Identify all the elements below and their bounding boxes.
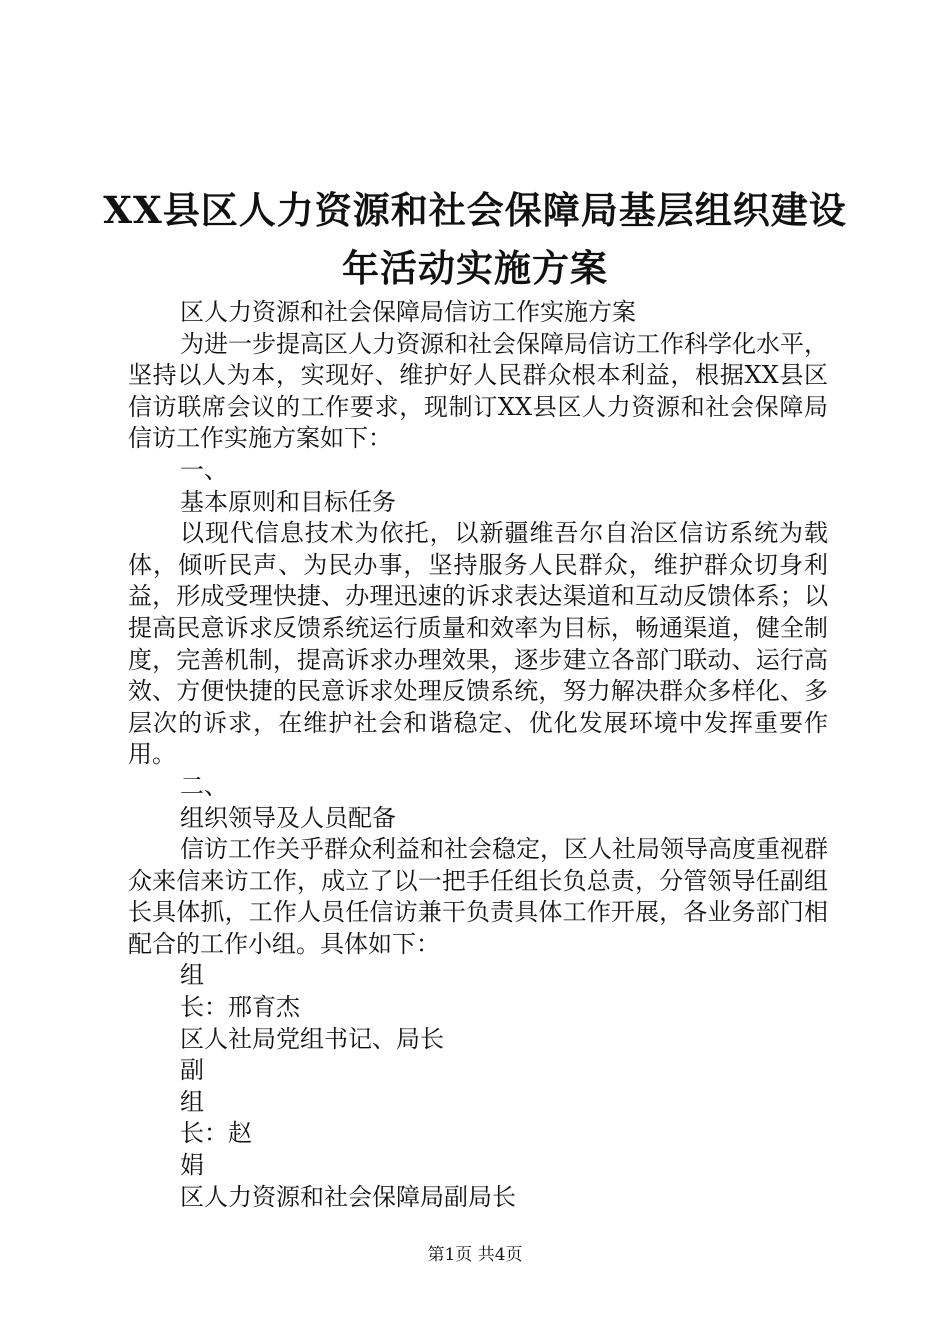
section2-heading: 组织领导及人员配备 xyxy=(180,803,396,832)
roster-line: 副 xyxy=(180,1056,204,1085)
document-body xyxy=(128,297,828,1213)
section1-number: 一、 xyxy=(180,455,228,484)
intro-paragraph: 为进一步提高区人力资源和社会保障局信访工作科学化水平，坚持以人为本，实现好、维护好人民群众根本利益，根据XX县区信访联席会议的工作要求，现制订XX县区人力资源和社会保障局信访工作实施方案如下： xyxy=(128,329,828,453)
section2-paragraph: 信访工作关乎群众利益和社会稳定，区人社局领导高度重视群众来信来访工作，成立了以一把手任组长负总责，分管领导任副组长具体抓，工作人员任信访兼干负责具体工作开展，各业务部门相配合的工作小组。具体如下： xyxy=(128,835,828,958)
roster-line: 组 xyxy=(180,1087,204,1116)
roster-line: 长：赵 xyxy=(180,1119,252,1148)
document-subtitle: 区人力资源和社会保障局信访工作实施方案 xyxy=(180,298,636,326)
roster-line: 娟 xyxy=(180,1151,204,1180)
roster-line: 区人力资源和社会保障局副局长 xyxy=(180,1182,516,1211)
document-title-line2: 年活动实施方案 xyxy=(342,246,608,290)
roster-line: 区人社局党组书记、局长 xyxy=(180,1024,444,1053)
section2-number: 二、 xyxy=(180,771,228,800)
section1-heading: 基本原则和目标任务 xyxy=(180,487,396,516)
roster-line: 组 xyxy=(180,961,204,990)
section1-paragraph: 以现代信息技术为依托，以新疆维吾尔自治区信访系统为载体，倾听民声、为民办事，坚持服务人民群众，维护群众切身利益，形成受理快捷、办理迅速的诉求表达渠道和互动反馈体系；以提高民意诉求反馈系统运行质量和效率为目标，畅通渠道，健全制度，完善机制，提高诉求办理效果，逐步建立各部门联动、运行高效、方便快捷的民意诉求处理反馈系统，努力解决群众多样化、多层次的诉求，在维护社会和谐稳定、优化发展环境中发挥重要作用。 xyxy=(128,519,828,769)
document-title-line1: XX县区人力资源和社会保障局基层组织建设 xyxy=(103,188,847,232)
roster-line: 长：邢育杰 xyxy=(180,993,300,1022)
page-indicator: 第1页 共4页 xyxy=(427,1245,523,1265)
